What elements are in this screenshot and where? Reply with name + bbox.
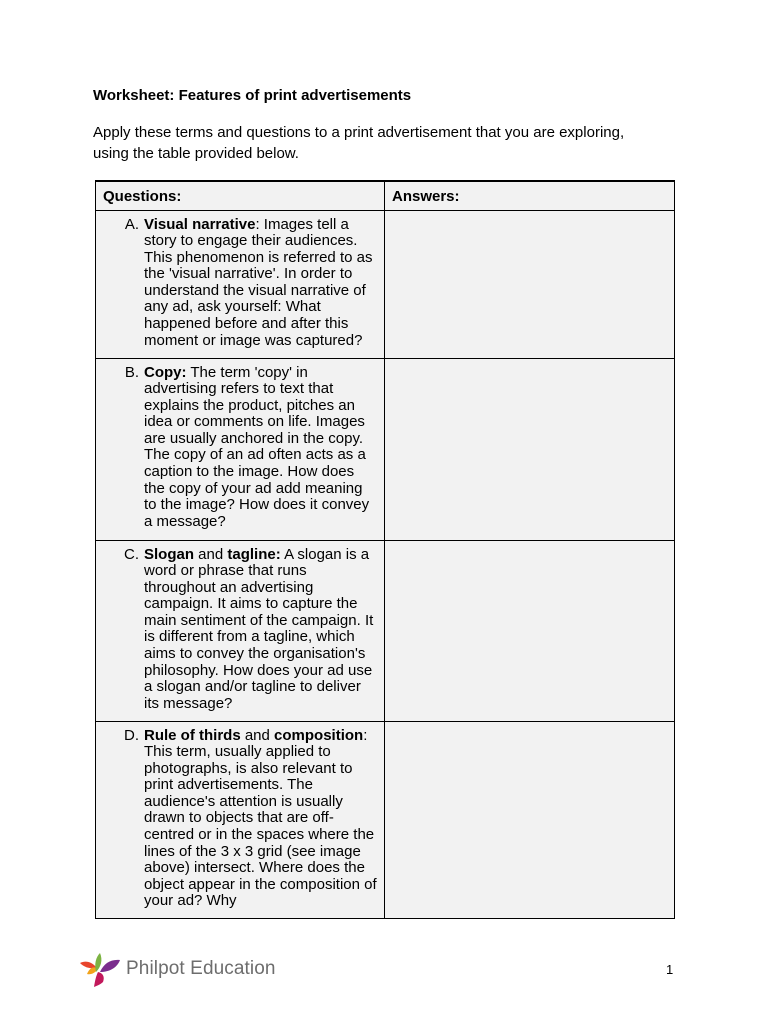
term-label: tagline: <box>227 545 281 563</box>
table-row <box>96 540 675 721</box>
question-text <box>144 217 378 350</box>
worksheet-table <box>95 180 675 919</box>
answer-cell[interactable] <box>385 540 675 721</box>
question-body: and <box>194 545 228 563</box>
term-label: Copy: <box>144 363 187 381</box>
questions-header: Questions: <box>96 181 385 210</box>
list-item <box>96 728 378 911</box>
list-item <box>96 365 378 531</box>
term-label: Rule of thirds <box>144 726 241 744</box>
answer-cell[interactable] <box>385 210 675 358</box>
item-letter: D. <box>124 726 139 744</box>
question-text <box>144 728 378 911</box>
table-header-row <box>96 181 675 210</box>
intro-text: Apply these terms and questions to a print advertisement that you are exploring, using the table provided below. <box>93 124 625 162</box>
list-item <box>96 217 378 350</box>
question-cell <box>96 540 385 721</box>
answer-cell[interactable] <box>385 721 675 918</box>
term-label: composition <box>274 726 364 744</box>
question-body: A slogan is a word or phrase that runs throughout an advertising campaign. It aims to capture the main sentiment of the campaign. It is different from a tagline, which aims to convey the organisation's philosophy. How does your ad use a slogan and/or tagline to deliver its message? <box>144 545 374 712</box>
question-body: The term 'copy' in advertising refers to text that explains the product, pitches an idea or comments on life. Images are usually anchored in the copy. The copy of an ad often acts as a caption to the image. How does the copy of your ad add meaning to the image? How does it convey a message? <box>144 363 370 530</box>
question-cell <box>96 721 385 918</box>
list-item <box>96 547 378 713</box>
answers-header: Answers: <box>385 181 675 210</box>
question-text <box>144 365 378 531</box>
table-row <box>96 358 675 540</box>
question-text <box>144 547 378 713</box>
question-body: : This term, usually applied to photographs, is also relevant to print advertisements. The audience's attention is usually drawn to objects that are off-centred or in the spaces where the lines of the 3 x 3 grid (see image above) intersect. Where does the object appear in the composition of your ad? Why <box>144 726 377 910</box>
term-label: Slogan <box>144 545 195 563</box>
question-cell <box>96 358 385 540</box>
table-row <box>96 210 675 358</box>
question-body: : Images tell a story to engage their audiences. This phenomenon is referred to as the 'visual narrative'. In order to understand the visual narrative of any ad, ask yourself: What happened before and after this moment or image was captured? <box>144 215 373 349</box>
question-body: and <box>240 726 275 744</box>
item-letter: C. <box>124 545 139 563</box>
footer-logo <box>78 950 276 988</box>
worksheet-title: Worksheet: Features of print advertisements <box>93 87 412 104</box>
leaf-logo-icon <box>78 950 122 988</box>
answer-cell[interactable] <box>385 358 675 540</box>
term-label: Visual narrative <box>144 215 256 233</box>
table-row <box>96 721 675 918</box>
item-letter: B. <box>124 363 139 381</box>
brand-name: Philpot Education <box>126 958 276 979</box>
question-cell <box>96 210 385 358</box>
page-number: 1 <box>666 962 674 977</box>
item-letter: A. <box>124 215 139 233</box>
